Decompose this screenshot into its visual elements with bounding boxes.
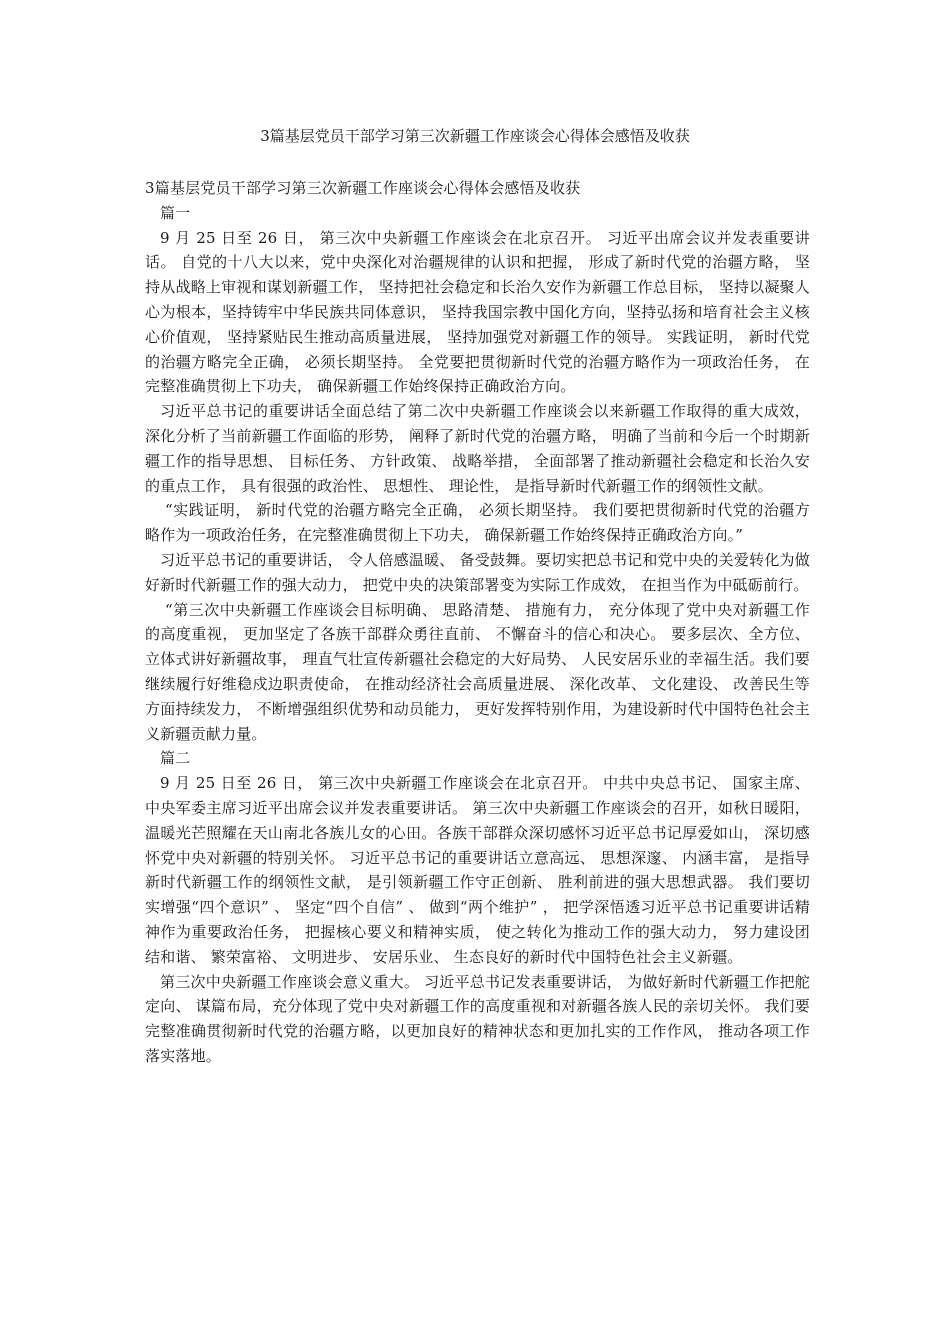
section-label-2: 篇二 xyxy=(160,749,191,768)
body-heading: 3篇基层党员干部学习第三次新疆工作座谈会心得体会感悟及收获 xyxy=(145,179,581,197)
document-body xyxy=(145,176,810,1069)
section-label-1: 篇一 xyxy=(160,203,191,222)
paragraph: 第三次中央新疆工作座谈会意义重大。 习近平总书记发表重要讲话， 为做好新时代新疆工作把舵定向、 谋篇布局，充分体现了党中央对新疆工作的高度重视和对新疆各族人民的亲切关怀。 我们要完整准确贯彻新时代党的治疆方略，以更加良好的精神状态和更加扎实的工作作风， 推动各项工作落实落地。 xyxy=(145,972,810,1065)
paragraph: 习近平总书记的重要讲话全面总结了第二次中央新疆工作座谈会以来新疆工作取得的重大成效， 深化分析了当前新疆工作面临的形势， 阐释了新时代党的治疆方略， 明确了当前和今后一个时期新疆工作的指导思想、 目标任务、 方针政策、 战略举措， 全面部署了推动新疆社会稳定和长治久安的重点工作， 具有很强的政治性、 思想性、 理论性， 是指导新时代新疆工作的纲领性文献。 xyxy=(145,402,810,495)
paragraph: 9 月 25 日至 26 日， 第三次中央新疆工作座谈会在北京召开。 习近平出席会议并发表重要讲话。 自党的十八大以来，党中央深化对治疆规律的认识和把握， 形成了新时代党的治疆方略， 坚持从战略上审视和谋划新疆工作， 坚持把社会稳定和长治久安作为新疆工作总目标， 坚持以凝聚人心为根本，坚持铸牢中华民族共同体意识， 坚持我国宗教中国化方向，坚持弘扬和培育社会主义核心价值观， 坚持紧贴民生推动高质量进展， 坚持加强党对新疆工作的领导。 实践证明， 新时代党的治疆方略完全正确， 必须长期坚持。 全党要把贯彻新时代党的治疆方略作为一项政治任务， 在完整准确贯彻上下功夫， 确保新疆工作始终保持正确政治方向。 xyxy=(145,228,810,396)
paragraph: 习近平总书记的重要讲话， 令人倍感温暖、 备受鼓舞。要切实把总书记和党中央的关爱转化为做好新时代新疆工作的强大动力， 把党中央的决策部署变为实际工作成效， 在担当作为中砥砺前行。 xyxy=(145,550,810,594)
paragraph: “实践证明， 新时代党的治疆方略完全正确， 必须长期坚持。 我们要把贯彻新时代党的治疆方略作为一项政治任务，在完整准确贯彻上下功夫， 确保新疆工作始终保持正确政治方向。” xyxy=(145,501,810,545)
paragraph: “第三次中央新疆工作座谈会目标明确、 思路清楚、 措施有力， 充分体现了党中央对新疆工作的高度重视， 更加坚定了各族干部群众勇往直前、 不懈奋斗的信心和决心。 要多层次、全方位、 立体式讲好新疆故事， 理直气壮宣传新疆社会稳定的大好局势、 人民安居乐业的幸福生活。我们要继续履行好维稳戍边职责使命， 在推动经济社会高质量进展、 深化改革、 文化建设、 改善民生等方面持续发力， 不断增强组织优势和动员能力， 更好发挥特别作用，为建设新时代中国特色社会主义新疆贡献力量。 xyxy=(145,600,810,743)
paragraph: 9 月 25 日至 26 日， 第三次中央新疆工作座谈会在北京召开。 中共中央总书记、 国家主席、 中央军委主席习近平出席会议并发表重要讲话。 第三次中央新疆工作座谈会的召开，如秋日暖阳， 温暖光芒照耀在天山南北各族儿女的心田。各族干部群众深切感怀习近平总书记厚爱如山， 深切感怀党中央对新疆的特别关怀。 习近平总书记的重要讲话立意高远、 思想深邃、 内涵丰富， 是指导新时代新疆工作的纲领性文献， 是引领新疆工作守正创新、 胜利前进的强大思想武器。 我们要切实增强“四个意识” 、 坚定“四个自信” 、 做到“两个维护” ， 把学深悟透习近平总书记重要讲话精神作为重要政治任务， 把握核心要义和精神实质， 使之转化为推动工作的强大动力， 努力建设团结和谐、 繁荣富裕、 文明进步、 安居乐业、 生态良好的新时代中国特色社会主义新疆。 xyxy=(145,774,810,966)
document-title: 3篇基层党员干部学习第三次新疆工作座谈会心得体会感悟及收获 xyxy=(260,127,690,145)
